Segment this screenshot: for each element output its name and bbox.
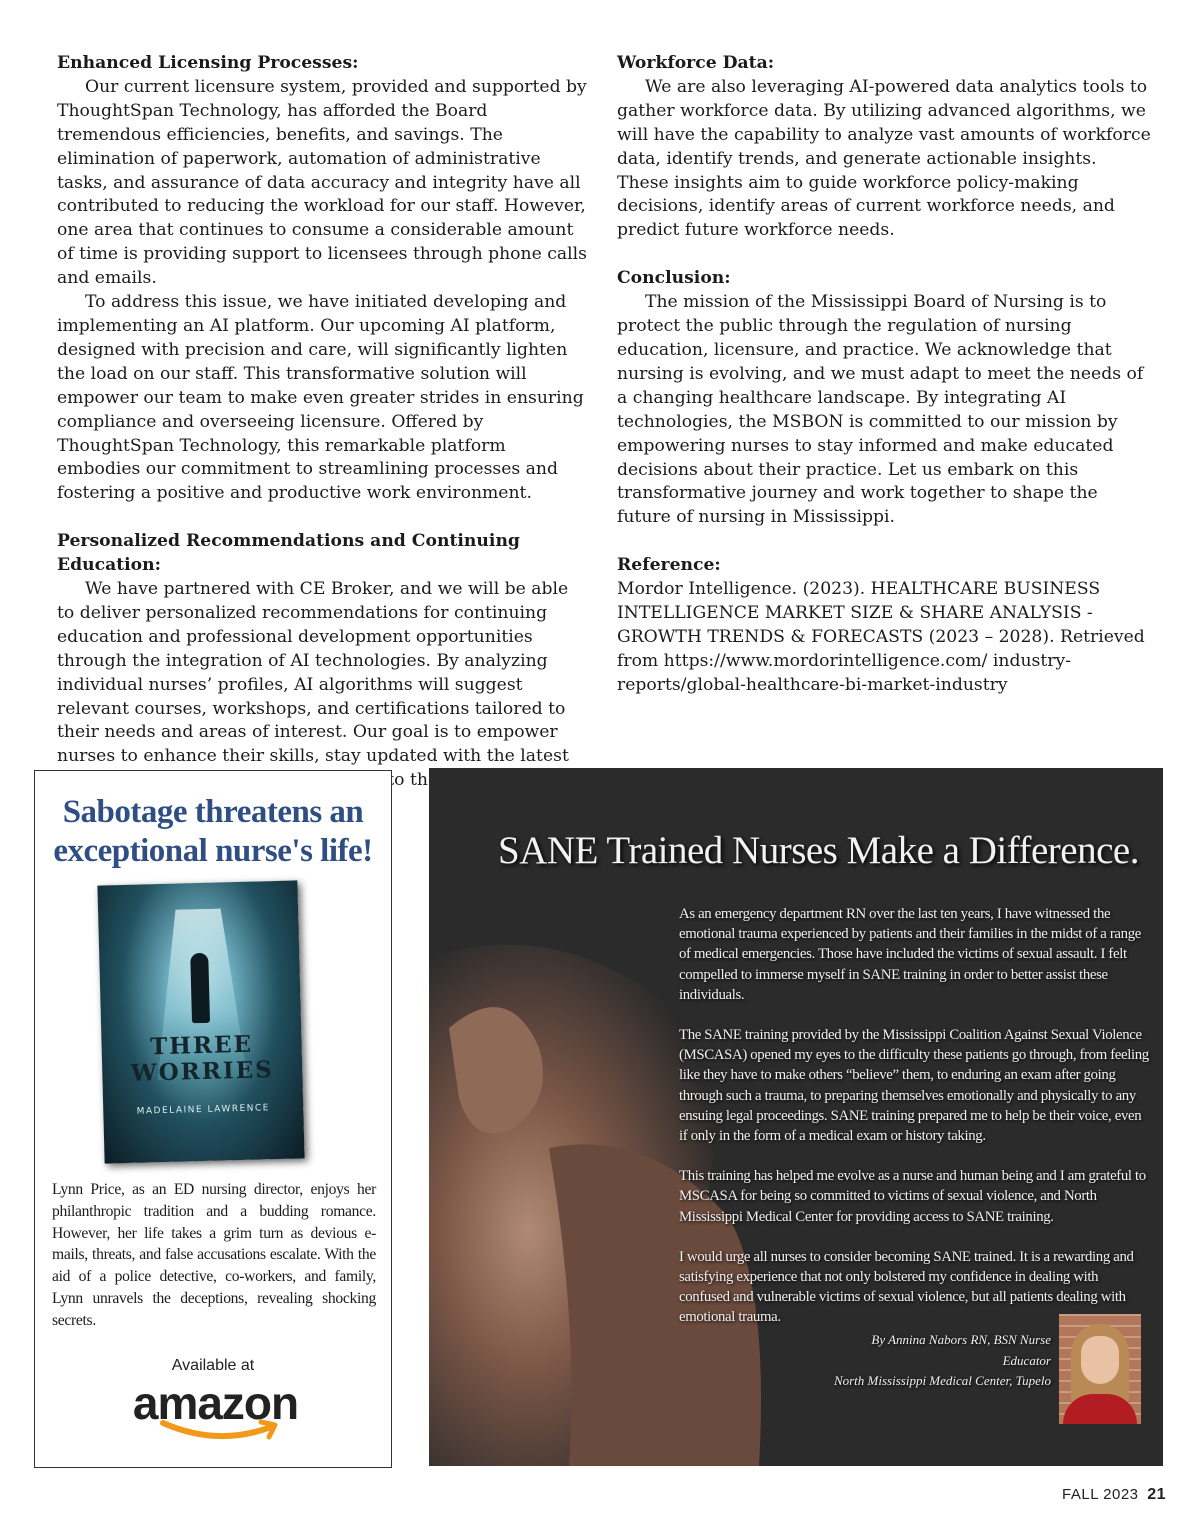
author-portrait: [1059, 1314, 1141, 1424]
available-at-label: Available at: [171, 1357, 255, 1374]
section-heading: Personalized Recommendations and Continuing Education:: [57, 531, 520, 576]
sane-paragraph: This training has helped me evolve as a nurse and human being and I am grateful to MSCASA for being so committed to victims of sexual violence, and North Mississippi Medical Center for providing access to SANE training.: [679, 1168, 1146, 1225]
page-number: 21: [1147, 1486, 1166, 1503]
book-description: Lynn Price, as an ED nursing director, enjoys her philanthropic tradition and a budding romance. However, her life takes a grim turn as devious e-mails, threats, and false accusations escalate. With the aid of a police detective, co-workers, and family, Lynn unravels the deceptions, revealing shocking secrets.: [52, 1181, 376, 1329]
spacer: [617, 243, 1152, 267]
section-heading: Enhanced Licensing Processes:: [57, 53, 359, 73]
sane-ad-body: [679, 904, 1151, 1348]
book-cover-title: THREE WORRIES: [130, 1030, 275, 1087]
book-cover-author: MADELAINE LAWRENCE: [136, 1103, 271, 1117]
author-face: [1081, 1336, 1119, 1384]
paragraph: To address this issue, we have initiated developing and implementing an AI platform. Our upcoming AI platform, designed with precision and care, will significantly lighten the load on our staff. This transformative solution will empower our team to make even greater strides in ensuring compliance and overseeing licensure. Offered by ThoughtSpan Technology, this remarkable platform embodies our commitment to streamlining processes and fostering a positive and productive work environment.: [57, 292, 584, 504]
section-heading: Conclusion:: [617, 268, 731, 289]
article-left-column: [57, 52, 589, 793]
spacer: [57, 506, 589, 530]
issue-label: FALL 2023: [1062, 1486, 1139, 1503]
book-cover-image: [97, 880, 304, 1163]
paragraph: We have partnered with CE Broker, and we will be able to deliver personalized recommendations for continuing education and professional development opportunities through the integration of AI technologies. By analyzing individual nurses’ profiles, AI algorithms will suggest relevant courses, workshops, and certifications tailored to their needs and areas of interest. Our goal is to empower nurses to enhance their skills, stay updated with the latest to: [57, 579, 569, 791]
sane-ad-title: SANE Trained Nurses Make a Difference.: [498, 829, 1139, 872]
paragraph: The mission of the Mississippi Board of Nursing is to protect the public through the regulation of nursing education, licensure, and practice. We acknowledge that nursing is evolving, and we must adapt to meet the needs of a changing healthcare landscape. By integrating AI technologies, the MSBON is committed to our mission by empowering nurses to stay informed and make educated decisions about their practice. Let us embark on this transformative journey and work together to shape the future of nursing in Mississippi.: [617, 292, 1144, 528]
byline-line: By Annina Nabors RN, BSN Nurse: [871, 1332, 1051, 1347]
page-footer: [1062, 1486, 1166, 1504]
sane-paragraph: The SANE training provided by the Mississippi Coalition Against Sexual Violence (MSCASA) opened my eyes to the difficulty these patients go through, from feeling like they have to make others “believe” them, to enduring an exam after going through such a trauma, to preparing themselves emotionally and physically to any ensuing legal proceedings. SANE training prepared me to help be their voice, even if only in the form of a medical exam or history taking.: [679, 1027, 1149, 1145]
amazon-wordmark: amazon: [132, 1377, 299, 1429]
article-right-column: [617, 52, 1152, 698]
sane-advertisement: [429, 768, 1163, 1466]
paragraph: Our current licensure system, provided and supported by ThoughtSpan Technology, has afforded the Board tremendous efficiencies, benefits, and savings. The elimination of paperwork, automation of administrative tasks, and assurance of data accuracy and integrity have all contributed to reducing the workload for our staff. However, one area that continues to consume a considerable amount of time is providing support to licensees through phone calls and emails.: [57, 76, 587, 289]
paragraph: We are also leveraging AI-powered data analytics tools to gather workforce data. By utilizing advanced algorithms, we will have the capability to analyze vast amounts of workforce data, identify trends, and generate actionable insights. These insights aim to guide workforce policy-making decisions, identify areas of current workforce needs, and predict future workforce needs.: [617, 76, 1151, 241]
reference-text: Mordor Intelligence. (2023). HEALTHCARE BUSINESS INTELLIGENCE MARKET SIZE & SHARE ANALYSIS - GROWTH TRENDS & FORECASTS (2023 – 2028). Retrieved from https://www.mordorintelligence.com/ industry-reports/global-healthcare-bi-market-industry: [617, 579, 1145, 695]
sane-paragraph: As an emergency department RN over the last ten years, I have witnessed the emotional trauma experienced by patients and their families in the midst of a range of medical emergencies. Those have included the victims of sexual assault. I felt compelled to immerse myself in SANE training in order to better assist these individuals.: [679, 906, 1141, 1003]
amazon-logo[interactable]: [123, 1377, 308, 1447]
section-heading: Workforce Data:: [617, 53, 775, 73]
sane-paragraph: I would urge all nurses to consider becoming SANE trained. It is a rewarding and satisfying experience that not only bolstered my confidence in dealing with confused and vulnerable victims of sexual violence, but all patients dealing with emotional trauma.: [679, 1248, 1134, 1326]
book-ad-headline: Sabotage threatens an exceptional nurse's life!: [53, 794, 373, 869]
byline-line: North Mississippi Medical Center, Tupelo: [833, 1373, 1051, 1388]
byline-line: Educator: [1002, 1352, 1051, 1368]
reference-heading: Reference:: [617, 555, 721, 576]
sane-byline: [779, 1330, 1051, 1392]
book-advertisement[interactable]: [34, 770, 392, 1468]
figure-silhouette: [190, 953, 210, 1023]
spacer: [617, 530, 1152, 554]
amazon-smile-icon: [123, 1417, 308, 1447]
